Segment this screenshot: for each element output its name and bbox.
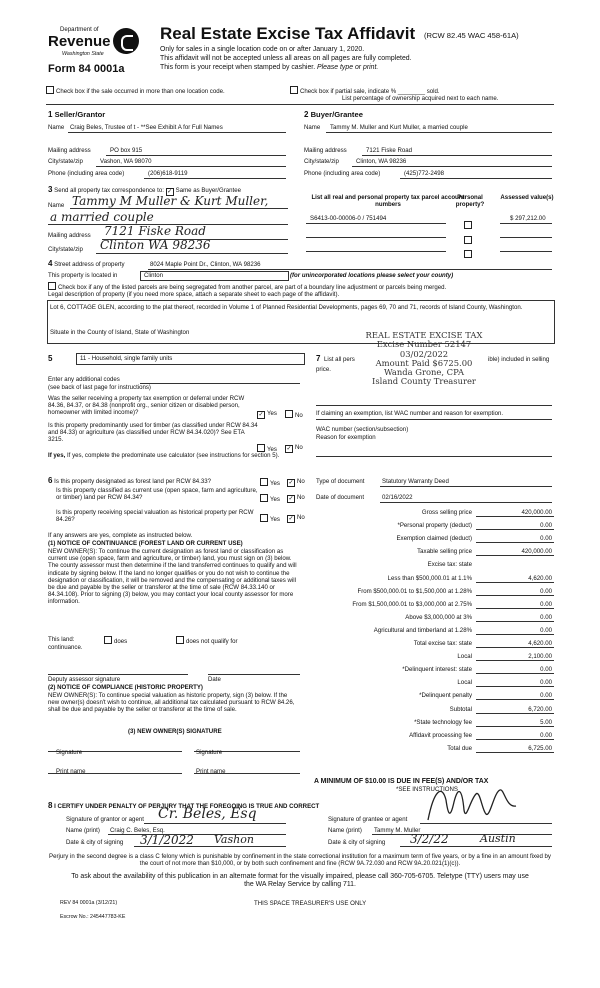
- grantor-sig-label: Signature of grantor or agent: [66, 816, 144, 823]
- seller-name-label: Name: [48, 124, 65, 131]
- grantee-signature[interactable]: [420, 780, 520, 824]
- if-yes-note: If any answers are yes, complete as instructed below.: [48, 532, 193, 539]
- partial-note: List percentage of ownership acquired next to each name.: [342, 95, 499, 102]
- tax-row-label: *Personal property (deduct): [397, 522, 472, 530]
- q3-yes[interactable]: Yes: [260, 478, 280, 487]
- seller-name[interactable]: Craig Beles, Trustee of t - **See Exhibit A for Full Names: [70, 124, 223, 131]
- tax-row-value[interactable]: 4,620.00: [528, 574, 552, 582]
- tax-row-value[interactable]: 0.00: [540, 587, 552, 595]
- seller-city[interactable]: Vashon, WA 98070: [100, 158, 152, 165]
- partial-sale-check[interactable]: Check box if partial sale, indicate % ________ sold.: [290, 86, 440, 95]
- grantee-date-label: Date & city of signing: [328, 839, 386, 846]
- doc-date-label: Date of document: [316, 494, 365, 501]
- personal-header: Personal property?: [455, 194, 485, 209]
- tax-row-label: Gross selling price: [421, 509, 472, 516]
- see-instructions: *SEE INSTRUCTIONS: [396, 786, 458, 793]
- tax-row-value[interactable]: 6,720.00: [528, 705, 552, 713]
- buyer-phone-label: Phone (including area code): [304, 170, 381, 177]
- stamp-line2: Excise Number 52147: [376, 339, 472, 350]
- grantor-name[interactable]: Craig C. Beles, Esq.: [110, 827, 165, 834]
- street-address-label: 4 Street address of property: [48, 259, 125, 268]
- list-all-label: List all pers: [324, 356, 355, 363]
- q2-yes[interactable]: Yes: [257, 444, 277, 453]
- tax-row-label: Local: [457, 679, 472, 687]
- grantee-date[interactable]: 3/2/22: [410, 832, 449, 846]
- timber-question: Is this property predominantly used for timber (as classified under RCW 84.34 and 84.33) or agriculture (as classified under RCW 84.34.020)? See ETA 3215.: [48, 422, 258, 444]
- owner-sig-label-2: Signature: [196, 749, 223, 756]
- buyer-name[interactable]: Tammy M. Muller and Kurt Muller, a married couple: [330, 124, 468, 131]
- located-label: This property is located in: [48, 272, 118, 279]
- grantor-date[interactable]: 3/1/2022: [140, 833, 194, 847]
- corr-mailing-label: Mailing address: [48, 232, 91, 239]
- included-label: ible) included in selling: [488, 356, 550, 363]
- parcel-1[interactable]: S6413-00-00006-0 / 751494: [310, 215, 387, 222]
- multi-location-check[interactable]: Check box if the sale occurred in more than one location code.: [46, 86, 225, 95]
- form-number: Form 84 0001a: [48, 63, 125, 75]
- grantee-name-label: Name (print): [328, 827, 362, 834]
- form-title: Real Estate Excise Tax Affidavit: [160, 24, 416, 43]
- stamp-line1: REAL ESTATE EXCISE TAX: [365, 330, 483, 340]
- notice1-title: (1) NOTICE OF CONTINUANCE (FOREST LAND OR CURRENT USE): [48, 540, 243, 547]
- doc-date[interactable]: 02/16/2022: [382, 494, 413, 501]
- section5-number: 5: [48, 354, 53, 363]
- this-land-label: This land:: [48, 636, 75, 643]
- q2-no[interactable]: ✓ No: [286, 444, 303, 452]
- land-does-not-check[interactable]: does not qualify for: [176, 636, 238, 645]
- parcel-header: List all real and personal property tax parcel account numbers: [311, 194, 465, 209]
- buyer-name-label: Name: [304, 124, 321, 131]
- price-label: price.: [316, 366, 331, 373]
- q5-yes[interactable]: Yes: [260, 514, 280, 523]
- corr-city-handwritten[interactable]: Clinton WA 98236: [100, 238, 211, 252]
- corr-mailing-handwritten[interactable]: 7121 Fiske Road: [104, 224, 206, 238]
- q1-no[interactable]: No: [285, 410, 303, 419]
- stamp-line6: Island County Treasurer: [372, 376, 476, 387]
- doc-type[interactable]: Statutory Warranty Deed: [382, 478, 449, 485]
- tax-row-label: Total due: [447, 744, 472, 752]
- tax-row-value[interactable]: 0.00: [540, 666, 552, 674]
- tax-row-label: Total excise tax: state: [413, 640, 472, 647]
- tax-row-label: Above $3,000,000 at 3%: [405, 613, 472, 621]
- q5-no[interactable]: ✓ No: [288, 514, 305, 522]
- treasurer-stamp: [350, 331, 498, 387]
- located-note: (for unincorporated locations please select your county): [290, 272, 454, 279]
- header-line1: Only for sales in a single location code on or after January 1, 2020.: [160, 46, 365, 53]
- grantor-date-label: Date & city of signing: [66, 839, 124, 846]
- tax-row-label: Local: [457, 653, 472, 661]
- tax-row-value[interactable]: 0.00: [540, 613, 552, 621]
- seller-heading: 1 Seller/Grantor: [48, 110, 106, 119]
- codes-label: Enter any additional codes: [48, 376, 120, 383]
- tax-row-label: Agricultural and timberland at 1.28%: [373, 626, 472, 634]
- notice2-title: (2) NOTICE OF COMPLIANCE (HISTORIC PROPERTY): [48, 684, 203, 691]
- header-line2: This affidavit will not be accepted unless all areas on all pages are fully completed.: [160, 55, 412, 62]
- owner-sig-label-1: Signature: [56, 749, 83, 756]
- deputy-date-label: Date: [208, 676, 221, 683]
- tax-row-label: *Delinquent interest: state: [402, 666, 472, 674]
- correspondence-label: 3 Send all property tax correspondence to: ✓ Same as Buyer/Grantee: [48, 185, 241, 195]
- tax-row-label: Exemption claimed (deduct): [396, 535, 472, 543]
- accessibility-notice: To ask about the availability of this publication in an alternate format for the visually impaired, please call 360-705-6705. Teletype (TTY) users may use the WA Relay Service by calling 711.: [71, 873, 529, 888]
- notice3-title: (3) NEW OWNER(S) SIGNATURE: [128, 728, 222, 735]
- corr-name-handwritten-2[interactable]: a married couple: [50, 210, 154, 224]
- legal-label: Legal description of property (if you need more space, attach a separate sheet to each page of the affidavit).: [48, 291, 340, 298]
- buyer-mailing[interactable]: 7121 Fiske Road: [366, 147, 413, 154]
- tax-row-label: Excise tax: state: [427, 561, 472, 569]
- corr-name-handwritten[interactable]: Tammy M Muller & Kurt Muller,: [72, 194, 269, 208]
- location-select[interactable]: Clinton: [140, 271, 289, 281]
- current-use-question: Is this property classified as current use (open space, farm and agriculture, or timber) land per RCW 84.34?: [56, 487, 258, 502]
- grantor-city[interactable]: Vashon: [214, 833, 254, 846]
- escrow-number: Escrow No.: 245447783-KE: [60, 914, 126, 920]
- dept-line: Department of: [60, 26, 99, 33]
- tax-row-value[interactable]: 4,620.00: [528, 640, 552, 647]
- personal-check-3[interactable]: [464, 244, 474, 262]
- tax-row-value[interactable]: 0.00: [540, 692, 552, 700]
- tax-row-label: *State technology fee: [414, 718, 472, 726]
- tax-row-value[interactable]: 0.00: [540, 600, 552, 608]
- tax-row-value[interactable]: 420,000.00: [521, 548, 552, 556]
- treasurer-use: THIS SPACE TREASURER'S USE ONLY: [254, 900, 367, 907]
- rev-number: REV 84 0001a (3/12/21): [60, 900, 118, 906]
- historic-question: Is this property receiving special valuation as historical property per RCW 84.26?: [56, 509, 254, 524]
- legal-description: Lot 6, COTTAGE GLEN, according to the plat thereof, recorded in Volume 1 of Planned Residential Developments, pages 69, 70 and 71, records of Island County, Washington.: [50, 304, 523, 311]
- tax-row-value[interactable]: 0.00: [540, 522, 552, 530]
- continuance-label: continuance.: [48, 644, 83, 651]
- seller-mailing[interactable]: PO box 915: [110, 147, 143, 154]
- seller-mailing-label: Mailing address: [48, 147, 91, 154]
- land-does-check[interactable]: does: [104, 636, 127, 645]
- deputy-sig-label: Deputy assessor signature: [48, 676, 121, 683]
- notice2-body: NEW OWNER(S): To continue special valuation as historic property, sign (3) below. If the new owner(s) doesn't wish to continue, all additional tax calculated pursuant to RCW 84.26, shall be due and payable by the seller or transferor at the time of sale.: [48, 692, 295, 714]
- notice1-body: NEW OWNER(S): To continue the current designation as forest land or classification as current use (open space, farm and agriculture, or timber) land, you must sign on (3) below. The county assessor must then determine if the land transferred continues to qualify and will indicate by signing below. If the land no longer qualifies or you do not wish to continue the designation or classification, it will be removed and the compensating or additional taxes will be due and payable by the seller or transferor at the time of sale (RCW 84.33.140 or 84.34.108). Prior to signing (3) below, you may contact your local county assessor for more information.: [48, 548, 297, 606]
- q4-no[interactable]: ✓ No: [288, 494, 305, 502]
- tax-row-value[interactable]: 0.00: [540, 535, 552, 543]
- buyer-mailing-label: Mailing address: [304, 147, 347, 154]
- corr-city-label: City/state/zip: [48, 246, 83, 253]
- q1-yes[interactable]: ✓ Yes: [258, 410, 277, 418]
- stamp-line3: 03/02/2022: [399, 348, 449, 359]
- header-line3: This form is your receipt when stamped by cashier. Please type or print.: [160, 64, 379, 71]
- boundary-check[interactable]: Check box if any of the listed parcels are being segregated from another parcel, are part of a boundary line adjustment or parcels being merged.: [48, 282, 446, 291]
- grantor-name-label: Name (print): [66, 827, 100, 834]
- grantee-city[interactable]: Austin: [480, 832, 516, 845]
- tax-row-label: From $500,000.01 to $1,500,000 at 1.28%: [357, 587, 472, 595]
- tax-row-label: *Delinquent penalty: [419, 692, 472, 700]
- seller-phone-label: Phone (including area code): [48, 170, 125, 177]
- tax-row-label: Subtotal: [449, 705, 472, 713]
- tax-row-value[interactable]: 0.00: [540, 679, 552, 687]
- tax-row-value[interactable]: 2,100.00: [528, 653, 552, 661]
- buyer-heading: 2 Buyer/Grantee: [304, 110, 363, 119]
- q4-yes[interactable]: Yes: [260, 494, 280, 503]
- owner-print-label-1: Print name: [56, 768, 86, 775]
- buyer-city-label: City/state/zip: [304, 158, 339, 165]
- doc-type-label: Type of document: [316, 478, 365, 485]
- rcw-ref: (RCW 82.45 WAC 458-61A): [424, 31, 519, 40]
- buyer-city[interactable]: Clinton, WA 98236: [356, 158, 407, 165]
- stamp-line5: Wanda Grone, CPA: [383, 367, 464, 378]
- wac-note: If claiming an exemption, list WAC number and reason for exemption.: [316, 410, 504, 417]
- tax-row-label: From $1,500,000.01 to $3,000,000 at 2.75%: [352, 600, 472, 608]
- corr-name-label: Name: [48, 202, 65, 209]
- grantor-signature[interactable]: Cr. Beles, Esq: [158, 806, 257, 822]
- stamp-line4: Amount Paid $6725.00: [375, 357, 473, 368]
- street-address[interactable]: 8024 Maple Point Dr., Clinton, WA 98236: [150, 261, 261, 268]
- tax-row-value[interactable]: 0.00: [540, 731, 552, 739]
- wac-label: WAC number (section/subsection): [316, 426, 409, 433]
- tax-row-label: Less than $500,000.01 at 1.1%: [387, 574, 472, 582]
- revenue-logo-icon: [113, 28, 139, 54]
- tax-row-value[interactable]: 5.00: [540, 718, 552, 726]
- owner-print-label-2: Print name: [196, 768, 226, 775]
- exemption-question: Was the seller receiving a property tax exemption or deferral under RCW 84.36, 84.37, or 84.38 (nonprofit org., senior citizen or disabled person, homeowner with limited income)?: [48, 395, 245, 417]
- tax-row-value[interactable]: 6,725.00: [528, 744, 552, 752]
- timber-note: If yes, If yes, complete the predominate use calculator (see instructions for section 5).: [48, 452, 280, 459]
- minimum-due: A MINIMUM OF $10.00 IS DUE IN FEE(S) AND/OR TAX: [314, 778, 489, 785]
- codes-note: (see back of last page for instructions): [48, 384, 151, 391]
- tax-row-label: Affidavit processing fee: [409, 731, 472, 739]
- assessed-1[interactable]: $ 297,212.00: [510, 215, 546, 222]
- perjury-notice: Perjury in the second degree is a class C felony which is punishable by confinement in the state correctional institution for a maximum term of five years, or by a fine in an amount fixed by the court of not more than $10,000, or by both such confinement and fine (RCW 9A.72.030 and RCW 9A.20.021(1)(c)).: [49, 853, 551, 868]
- reason-label: Reason for exemption: [316, 434, 376, 441]
- tax-row-value[interactable]: 0.00: [540, 626, 552, 634]
- use-code-select[interactable]: 11 - Household, single family units: [76, 353, 305, 365]
- dept-state: Washington State: [62, 51, 104, 57]
- dept-name: Revenue: [48, 33, 111, 50]
- section7-number: 7: [316, 354, 321, 363]
- assessed-header: Assessed value(s): [500, 194, 554, 201]
- certify-statement: 8 I CERTIFY UNDER PENALTY OF PERJURY THAT THE FOREGOING IS TRUE AND CORRECT: [48, 801, 320, 810]
- seller-city-label: City/state/zip: [48, 158, 83, 165]
- grantee-name[interactable]: Tammy M. Muller: [374, 827, 421, 834]
- tax-row-label: Taxable selling price: [417, 548, 472, 556]
- tax-row-value[interactable]: 420,000.00: [521, 509, 552, 516]
- legal-description-2: Situate in the County of Island, State of Washington: [50, 329, 190, 336]
- seller-phone[interactable]: (206)618-9119: [148, 170, 188, 177]
- buyer-phone[interactable]: (425)772-2498: [404, 170, 444, 177]
- q3-no[interactable]: ✓ No: [288, 478, 305, 486]
- forest-question: 6 Is this property designated as forest land per RCW 84.33?: [48, 476, 211, 485]
- grantee-sig-label: Signature of grantee or agent: [328, 816, 408, 823]
